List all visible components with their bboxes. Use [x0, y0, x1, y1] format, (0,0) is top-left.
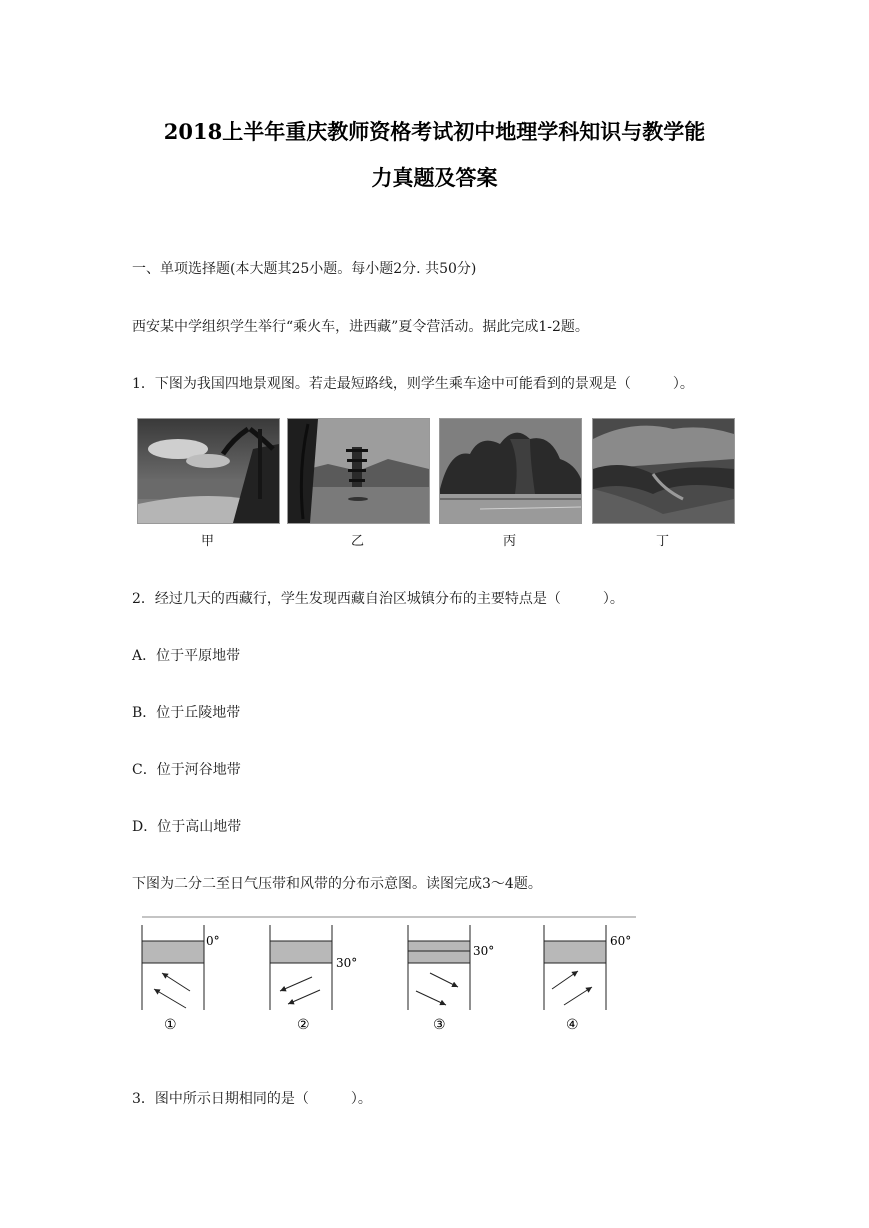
landscape-photo-bing: [439, 418, 582, 524]
question-2: 2．经过几天的西藏行，学生发现西藏自治区城镇分布的主要特点是（ ）。: [132, 591, 624, 607]
landscape-photo-ding: [592, 418, 735, 524]
option-c: C．位于河谷地带: [132, 762, 241, 778]
wind-diagram-2: [270, 925, 357, 1033]
wind-diagram-2-number: ②: [297, 1017, 310, 1033]
landscape-photo-jia: [137, 418, 280, 524]
section-heading: 一、单项选择题(本大题其25小题。每小题2分. 共50分): [132, 261, 477, 277]
landscape-photo-yi: [287, 418, 430, 524]
document-title-line-1: 2018上半年重庆教师资格考试初中地理学科知识与教学能: [163, 119, 706, 144]
wind-diagram-3-number: ③: [433, 1017, 446, 1033]
option-d: D．位于高山地带: [132, 819, 242, 835]
photo-caption-yi: 乙: [350, 534, 364, 549]
landscape-photo-row: [137, 418, 737, 558]
wind-diagram-1-number: ①: [164, 1017, 177, 1033]
wind-diagram-3: [408, 925, 494, 1033]
wind-diagram-2-latitude: 30°: [336, 956, 358, 970]
photo-caption-bing: 丙: [502, 534, 516, 549]
intro-paragraph-2: 下图为二分二至日气压带和风带的分布示意图。读图完成3～4题。: [132, 876, 542, 892]
question-1: 1．下图为我国四地景观图。若走最短路线，则学生乘车途中可能看到的景观是（ ）。: [132, 376, 694, 392]
wind-diagram-1: [142, 925, 220, 1033]
option-a: A．位于平原地带: [132, 648, 241, 664]
document-title-line-2: 力真题及答案: [371, 165, 498, 190]
wind-diagram-1-latitude: 0°: [206, 934, 220, 948]
intro-paragraph-1: 西安某中学组织学生举行“乘火车，进西藏”夏令营活动。据此完成1-2题。: [132, 319, 589, 335]
option-b: B．位于丘陵地带: [132, 705, 241, 721]
wind-diagram-3-latitude: 30°: [473, 944, 495, 958]
photo-caption-jia: 甲: [200, 534, 214, 549]
wind-diagram-4-latitude: 60°: [610, 934, 632, 948]
wind-diagram-4: [544, 925, 631, 1033]
pressure-wind-belt-diagram: [140, 915, 640, 1040]
wind-diagram-4-number: ④: [566, 1017, 579, 1033]
question-3: 3．图中所示日期相同的是（ ）。: [132, 1091, 372, 1107]
photo-caption-ding: 丁: [655, 534, 669, 549]
